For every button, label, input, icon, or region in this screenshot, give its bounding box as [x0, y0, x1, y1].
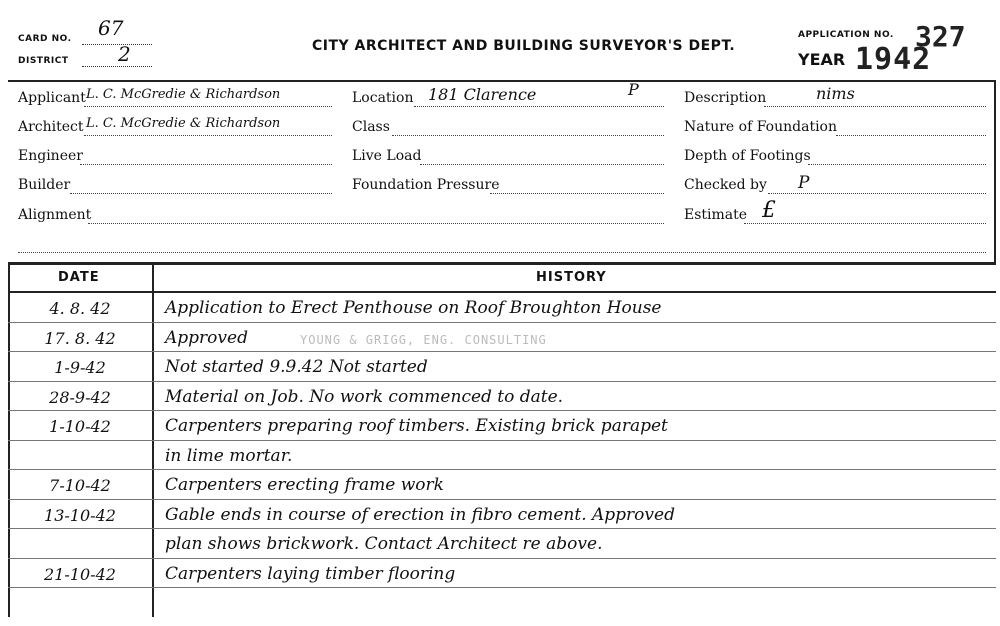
history-row-date: 21-10-42 [44, 564, 116, 584]
year-label: YEAR [798, 50, 846, 69]
history-row-date: 1-10-42 [49, 417, 111, 436]
location-value: 181 Clarence [428, 85, 537, 104]
architect-value: L. C. McGredie & Richardson [86, 116, 281, 131]
history-row-line [8, 440, 996, 441]
history-row-text: Approved [165, 327, 248, 348]
architect-dots [84, 135, 332, 136]
history-row-date: 17. 8. 42 [44, 328, 116, 348]
history-row-date: 1-9-42 [54, 358, 106, 377]
card-no-value: 67 [98, 16, 124, 40]
nature-label: Nature of Foundation [684, 119, 837, 135]
history-row-line [8, 381, 996, 382]
class-dots [392, 135, 664, 136]
history-row-date: 4. 8. 42 [49, 299, 111, 318]
district-line [82, 66, 152, 67]
history-row-date: 7-10-42 [49, 476, 111, 495]
history-row-text: Not started 9.9.42 Not started [165, 357, 428, 377]
builder-dots [70, 193, 332, 194]
district-value: 2 [118, 42, 131, 66]
district-label: DISTRICT [18, 56, 69, 66]
history-row-date: 28-9-42 [49, 387, 111, 407]
applicant-label: Applicant [18, 90, 86, 106]
history-row-line [8, 528, 996, 529]
history-row-text: Carpenters laying timber flooring [165, 563, 456, 584]
history-column-header: HISTORY [536, 270, 607, 285]
location-suffix: P [628, 80, 639, 99]
blank-dots [18, 252, 986, 253]
applicant-dots [84, 106, 332, 107]
history-header-rule [8, 291, 996, 293]
nature-dots [836, 135, 986, 136]
history-top-rule [8, 262, 996, 265]
live-load-dots [420, 164, 664, 165]
live-load-label: Live Load [352, 148, 422, 164]
checked-by-label: Checked by [684, 177, 767, 193]
history-row-date: 13-10-42 [44, 505, 116, 525]
header-divider [8, 80, 996, 82]
foundation-pressure-dots [490, 193, 664, 194]
history-row-line [8, 499, 996, 500]
history-row-text: Carpenters erecting frame work [165, 475, 444, 495]
depth-dots [808, 164, 986, 165]
date-column-header: DATE [58, 270, 100, 285]
estimate-label: Estimate [684, 207, 748, 223]
year-value: 1942 [855, 42, 932, 77]
application-no-value: 327 [915, 20, 966, 53]
foundation-pressure-label: Foundation Pressure [352, 177, 500, 193]
location-label: Location [352, 90, 414, 106]
alignment-label: Alignment [18, 207, 92, 223]
history-row-line [8, 351, 996, 352]
history-row-line [8, 410, 996, 411]
right-border [994, 80, 996, 262]
history-row-text: in lime mortar. [165, 445, 293, 466]
department-title: CITY ARCHITECT AND BUILDING SURVEYOR'S DEPT. [312, 38, 736, 54]
estimate-dots [744, 223, 986, 224]
applicant-value: L. C. McGredie & Richardson [86, 87, 281, 102]
checked-by-value: P [798, 173, 810, 193]
card-no-label: CARD NO. [18, 34, 72, 44]
location-dots [414, 106, 664, 107]
engineer-dots [80, 164, 332, 165]
history-row-text: Carpenters preparing roof timbers. Existing brick parapet [165, 416, 668, 436]
description-dots [764, 106, 986, 107]
history-row-line [8, 558, 996, 559]
architect-label: Architect [18, 119, 84, 135]
history-row-text: Gable ends in course of erection in fibro cement. Approved [165, 504, 675, 525]
description-value: nims [816, 84, 855, 103]
alignment-dots [88, 223, 664, 224]
engineer-label: Engineer [18, 148, 83, 164]
application-no-label: APPLICATION NO. [798, 30, 894, 40]
history-row-text: Application to Erect Penthouse on Roof Broughton House [165, 298, 662, 318]
estimate-value: £ [762, 198, 776, 223]
checked-by-dots [768, 193, 986, 194]
builder-label: Builder [18, 177, 71, 193]
depth-label: Depth of Footings [684, 148, 811, 164]
history-row-line [8, 322, 996, 323]
history-row-text: plan shows brickwork. Contact Architect re above. [165, 534, 603, 554]
class-label: Class [352, 119, 390, 135]
card-no-line [82, 44, 152, 45]
history-row-line [8, 469, 996, 470]
consultant-stamp: YOUNG & GRIGG, ENG. CONSULTING [300, 333, 547, 347]
description-label: Description [684, 90, 767, 106]
history-row-line [8, 587, 996, 588]
history-row-text: Material on Job. No work commenced to date. [165, 386, 564, 407]
